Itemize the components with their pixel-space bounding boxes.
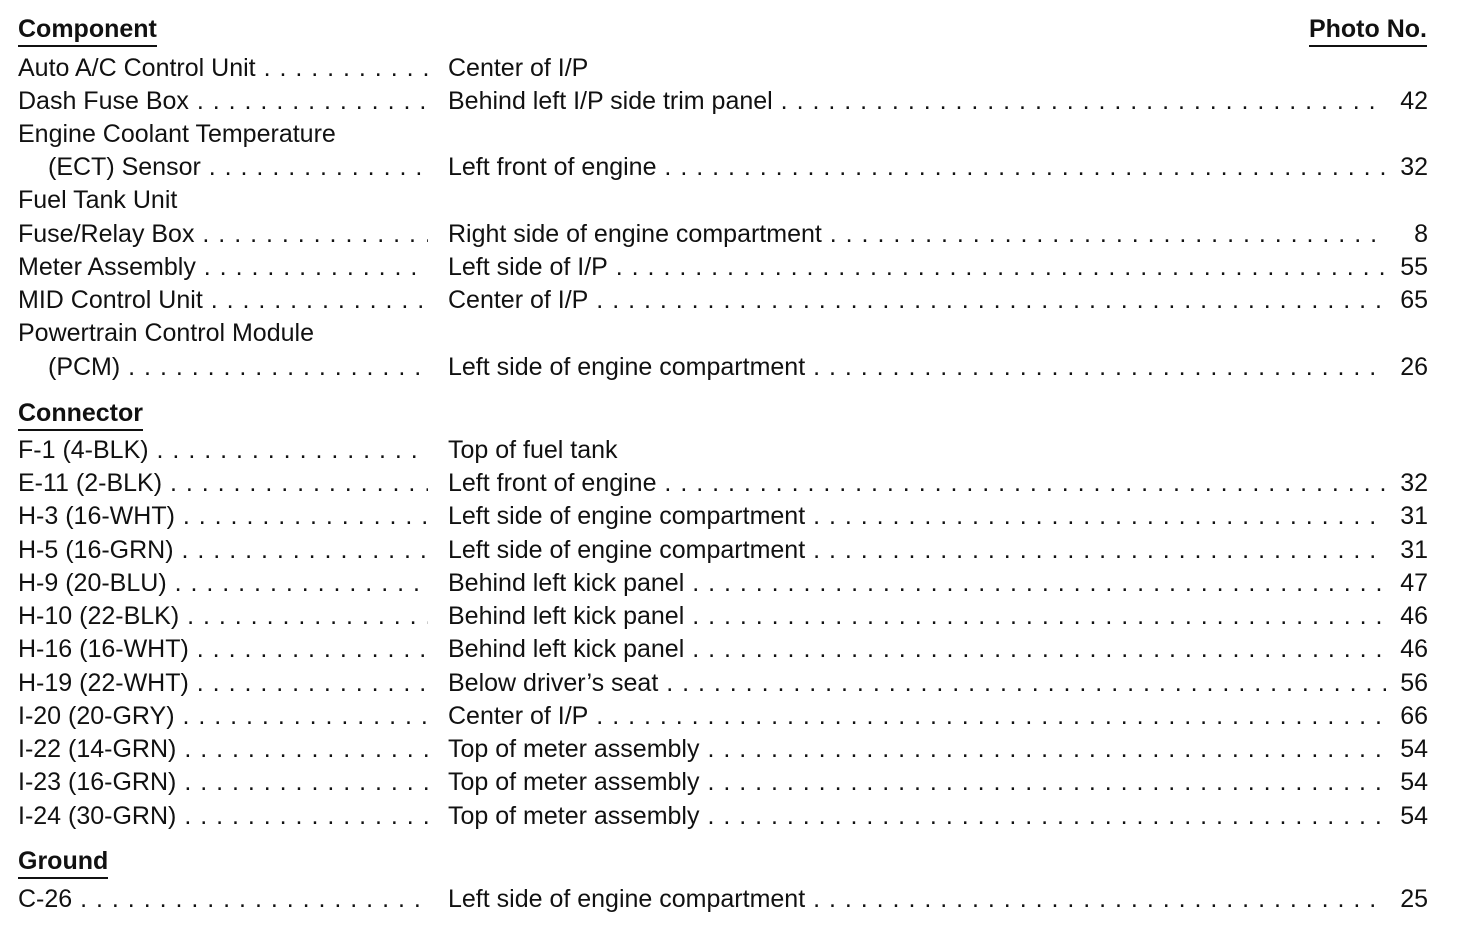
photo-number: 47 <box>1386 567 1428 600</box>
table-row <box>18 52 1428 85</box>
photo-number: 54 <box>1386 733 1428 766</box>
component-header <box>18 14 157 47</box>
connector-location: Left side of engine compartment . . . <box>448 500 1386 533</box>
component-name: (PCM) . . . <box>18 351 428 384</box>
component-name: Powertrain Control Module <box>18 319 314 347</box>
connector-name: H-5 (16-GRN) . . . <box>18 534 428 567</box>
ground-location: Left side of engine compartment . . . <box>448 883 1386 916</box>
connector-location: Behind left kick panel . . . <box>448 567 1386 600</box>
component-location: Left front of engine . . . <box>448 151 1386 184</box>
component-location: Center of I/P . . . <box>448 284 1386 317</box>
connector-name: H-16 (16-WHT) . . . <box>18 633 428 666</box>
component-location: Left side of I/P . . . <box>448 251 1386 284</box>
connector-name: I-20 (20-GRY) . . . <box>18 700 428 733</box>
table-row <box>18 284 1428 317</box>
table-row <box>18 700 1428 733</box>
table-row <box>18 733 1428 766</box>
photo-number: 32 <box>1386 151 1428 184</box>
photo-number: 46 <box>1386 633 1428 666</box>
connector-name: E-11 (2-BLK) . . . <box>18 467 428 500</box>
component-location: Behind left I/P side trim panel . . . <box>448 85 1386 118</box>
component-location: Left side of engine compartment . . . <box>448 351 1386 384</box>
photo-number: 46 <box>1386 600 1428 633</box>
table-row <box>18 667 1428 700</box>
photo-number: 31 <box>1386 534 1428 567</box>
component-name: Meter Assembly . . . <box>18 251 428 284</box>
component-location: Center of I/P <box>448 54 589 82</box>
connector-name: H-3 (16-WHT) . . . <box>18 500 428 533</box>
component-name: MID Control Unit . . . <box>18 284 428 317</box>
photo-number: 54 <box>1386 800 1428 833</box>
table-row <box>18 500 1428 533</box>
connector-name: I-23 (16-GRN) . . . <box>18 766 428 799</box>
table-row <box>18 467 1428 500</box>
component-name: Fuel Tank Unit <box>18 186 178 214</box>
table-row <box>18 567 1428 600</box>
table-row <box>18 600 1428 633</box>
table-row <box>18 883 1428 916</box>
connector-location: Left side of engine compartment . . . <box>448 534 1386 567</box>
connector-location: Center of I/P . . . <box>448 700 1386 733</box>
connector-name: I-22 (14-GRN) . . . <box>18 733 428 766</box>
table-row <box>18 317 1428 350</box>
connector-location: Behind left kick panel . . . <box>448 633 1386 666</box>
component-name: (ECT) Sensor . . . <box>18 151 428 184</box>
connector-location: Behind left kick panel . . . <box>448 600 1386 633</box>
ground-header <box>18 846 108 879</box>
component-name: Dash Fuse Box . . . <box>18 85 428 118</box>
connector-location: Top of meter assembly . . . <box>448 733 1386 766</box>
photo-number: 31 <box>1386 500 1428 533</box>
connector-name: F-1 (4-BLK) . . . <box>18 434 428 467</box>
connector-location: Top of meter assembly . . . <box>448 800 1386 833</box>
connector-location: Top of meter assembly . . . <box>448 766 1386 799</box>
photo-number: 25 <box>1386 883 1428 916</box>
photo-number: 66 <box>1386 700 1428 733</box>
connector-location: Left front of engine . . . <box>448 467 1386 500</box>
table-row <box>18 251 1428 284</box>
connector-header <box>18 398 143 431</box>
connector-name: I-24 (30-GRN) . . . <box>18 800 428 833</box>
table-row <box>18 351 1428 384</box>
table-row <box>18 633 1428 666</box>
ground-name: C-26 . . . <box>18 883 428 916</box>
component-header-label: Component <box>18 14 157 47</box>
connector-name: H-10 (22-BLK) . . . <box>18 600 428 633</box>
photo-number: 42 <box>1386 85 1428 118</box>
component-name: Fuse/Relay Box . . . <box>18 218 428 251</box>
photo-number: 8 <box>1386 218 1428 251</box>
table-row <box>18 184 1428 217</box>
table-row <box>18 434 1428 467</box>
table-row <box>18 534 1428 567</box>
table-row <box>18 800 1428 833</box>
connector-name: H-19 (22-WHT) . . . <box>18 667 428 700</box>
photo-number: 32 <box>1386 467 1428 500</box>
component-name: Auto A/C Control Unit . . . <box>18 52 428 85</box>
photo-no-header <box>1309 14 1427 47</box>
connector-header-label: Connector <box>18 398 143 431</box>
ground-header-label: Ground <box>18 846 108 879</box>
table-row <box>18 218 1428 251</box>
photo-number: 55 <box>1386 251 1428 284</box>
table-row <box>18 766 1428 799</box>
table-row <box>18 118 1428 151</box>
photo-number: 26 <box>1386 351 1428 384</box>
table-row <box>18 151 1428 184</box>
photo-number: 54 <box>1386 766 1428 799</box>
component-location: Right side of engine compartment . . . <box>448 218 1386 251</box>
connector-location: Below driver’s seat . . . <box>448 667 1386 700</box>
connector-location: Top of fuel tank <box>448 436 618 464</box>
connector-name: H-9 (20-BLU) . . . <box>18 567 428 600</box>
photo-no-header-label: Photo No. <box>1309 14 1427 47</box>
photo-number: 56 <box>1386 667 1428 700</box>
photo-number: 65 <box>1386 284 1428 317</box>
component-name: Engine Coolant Temperature <box>18 120 336 148</box>
table-row <box>18 85 1428 118</box>
